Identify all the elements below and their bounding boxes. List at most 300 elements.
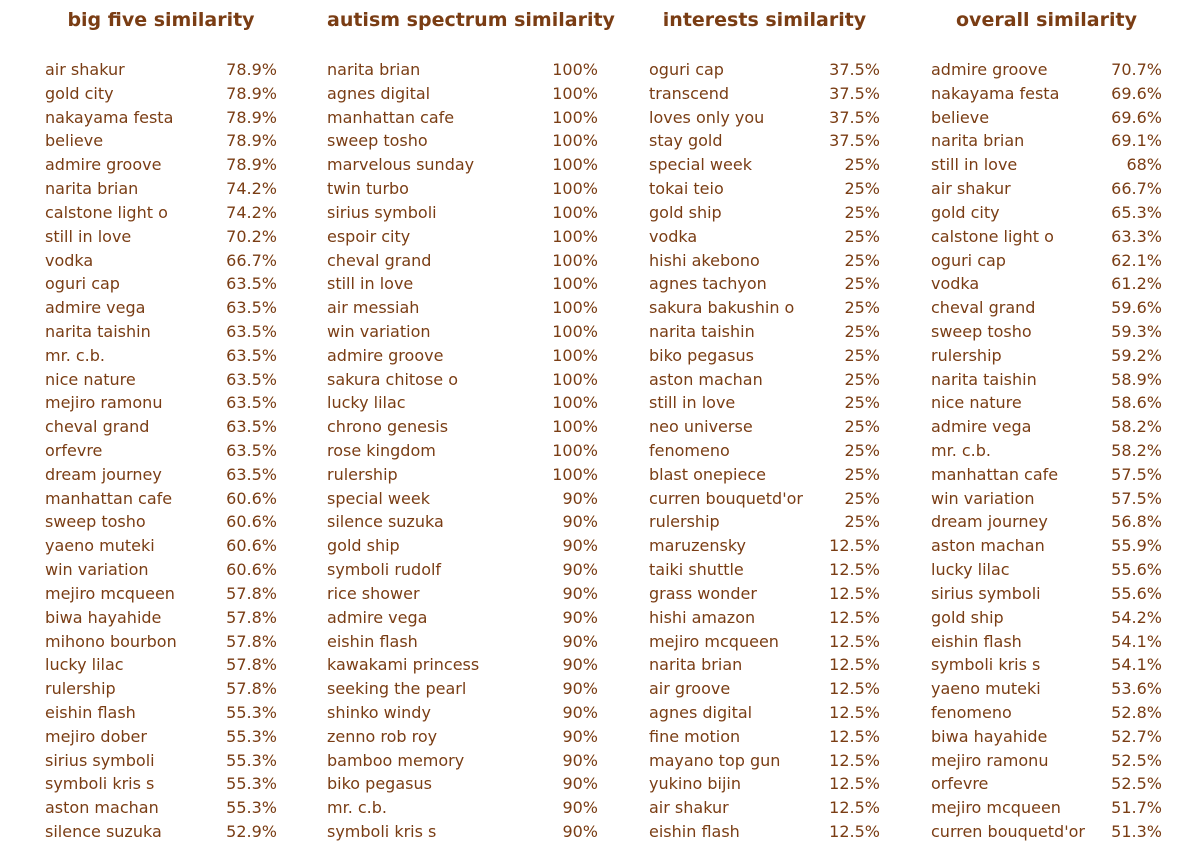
item-percentage: 90% bbox=[562, 631, 598, 651]
list-item bbox=[45, 582, 277, 606]
item-name: narita brian bbox=[931, 131, 1025, 151]
item-name: espoir city bbox=[327, 226, 411, 246]
item-percentage: 58.6% bbox=[1111, 393, 1162, 413]
item-name: symboli rudolf bbox=[327, 560, 442, 580]
list-item bbox=[327, 582, 598, 606]
list-item bbox=[931, 249, 1162, 273]
item-name: calstone light o bbox=[45, 202, 168, 222]
column-title: interests similarity bbox=[662, 9, 867, 31]
item-name: biwa hayahide bbox=[931, 726, 1048, 746]
item-name: nice nature bbox=[931, 393, 1022, 413]
item-percentage: 57.5% bbox=[1111, 488, 1162, 508]
item-name: mejiro ramonu bbox=[931, 750, 1049, 770]
item-percentage: 25% bbox=[844, 298, 880, 318]
list-item bbox=[45, 487, 277, 511]
list-item bbox=[327, 677, 598, 701]
item-percentage: 55.3% bbox=[226, 774, 277, 794]
item-name: still in love bbox=[45, 226, 132, 246]
item-name: mejiro ramonu bbox=[45, 393, 163, 413]
item-percentage: 70.2% bbox=[226, 226, 277, 246]
item-percentage: 100% bbox=[552, 107, 598, 127]
item-name: sirius symboli bbox=[931, 583, 1041, 603]
item-name: air shakur bbox=[45, 60, 125, 79]
item-percentage: 25% bbox=[844, 393, 880, 413]
item-name: sirius symboli bbox=[327, 202, 437, 222]
item-name: yaeno muteki bbox=[931, 679, 1041, 699]
item-percentage: 52.5% bbox=[1111, 774, 1162, 794]
list-item bbox=[931, 272, 1162, 296]
item-name: taiki shuttle bbox=[649, 560, 744, 580]
item-name: admire vega bbox=[931, 417, 1032, 437]
item-percentage: 54.2% bbox=[1111, 607, 1162, 627]
item-name: vodka bbox=[45, 250, 94, 270]
item-name: seeking the pearl bbox=[327, 679, 467, 699]
item-name: kawakami princess bbox=[327, 655, 480, 675]
list-item bbox=[327, 439, 598, 463]
rows-list bbox=[649, 58, 880, 844]
item-percentage: 52.8% bbox=[1111, 702, 1162, 722]
item-name: manhattan cafe bbox=[931, 464, 1059, 484]
list-item bbox=[931, 487, 1162, 511]
list-item bbox=[931, 439, 1162, 463]
list-item bbox=[649, 772, 880, 796]
item-name: admire groove bbox=[45, 155, 162, 175]
item-name: sweep tosho bbox=[931, 321, 1032, 341]
item-name: air messiah bbox=[327, 298, 420, 318]
item-percentage: 100% bbox=[552, 417, 598, 437]
item-percentage: 25% bbox=[844, 250, 880, 270]
item-name: narita taishin bbox=[931, 369, 1037, 389]
list-item bbox=[45, 201, 277, 225]
item-percentage: 25% bbox=[844, 488, 880, 508]
list-item bbox=[649, 796, 880, 820]
item-percentage: 54.1% bbox=[1111, 631, 1162, 651]
list-item bbox=[649, 510, 880, 534]
item-percentage: 58.9% bbox=[1111, 369, 1162, 389]
item-name: biwa hayahide bbox=[45, 607, 162, 627]
item-percentage: 37.5% bbox=[829, 60, 880, 79]
item-percentage: 63.5% bbox=[226, 274, 277, 294]
item-percentage: 63.3% bbox=[1111, 226, 1162, 246]
list-item bbox=[649, 677, 880, 701]
item-percentage: 12.5% bbox=[829, 750, 880, 770]
list-item bbox=[45, 796, 277, 820]
item-percentage: 78.9% bbox=[226, 155, 277, 175]
item-percentage: 78.9% bbox=[226, 131, 277, 151]
item-percentage: 63.5% bbox=[226, 464, 277, 484]
list-item bbox=[931, 82, 1162, 106]
list-item bbox=[649, 630, 880, 654]
list-item bbox=[649, 749, 880, 773]
list-item bbox=[649, 606, 880, 630]
list-item bbox=[45, 368, 277, 392]
list-item bbox=[327, 320, 598, 344]
item-name: win variation bbox=[45, 560, 149, 580]
item-percentage: 55.3% bbox=[226, 798, 277, 818]
item-name: symboli kris s bbox=[45, 774, 155, 794]
item-percentage: 12.5% bbox=[829, 536, 880, 556]
list-item bbox=[649, 558, 880, 582]
item-percentage: 55.3% bbox=[226, 750, 277, 770]
item-name: lucky lilac bbox=[45, 655, 124, 675]
item-percentage: 55.6% bbox=[1111, 560, 1162, 580]
list-item bbox=[649, 320, 880, 344]
list-item bbox=[45, 653, 277, 677]
list-item bbox=[931, 630, 1162, 654]
item-percentage: 12.5% bbox=[829, 607, 880, 627]
item-name: admire vega bbox=[45, 298, 146, 318]
item-name: mejiro dober bbox=[45, 726, 147, 746]
list-item bbox=[45, 129, 277, 153]
item-name: aston machan bbox=[45, 798, 159, 818]
item-name: sakura chitose o bbox=[327, 369, 459, 389]
list-item bbox=[327, 296, 598, 320]
item-percentage: 74.2% bbox=[226, 179, 277, 199]
item-percentage: 90% bbox=[562, 822, 598, 841]
item-name: shinko windy bbox=[327, 702, 431, 722]
list-item bbox=[931, 510, 1162, 534]
item-name: admire groove bbox=[327, 345, 444, 365]
item-name: twin turbo bbox=[327, 179, 409, 199]
item-name: symboli kris s bbox=[327, 822, 437, 841]
list-item bbox=[327, 558, 598, 582]
list-item bbox=[327, 725, 598, 749]
list-item bbox=[649, 177, 880, 201]
list-item bbox=[931, 153, 1162, 177]
item-name: mejiro mcqueen bbox=[649, 631, 779, 651]
list-item bbox=[649, 725, 880, 749]
item-name: narita brian bbox=[45, 179, 139, 199]
item-name: mr. c.b. bbox=[45, 345, 105, 365]
list-item bbox=[327, 534, 598, 558]
list-item bbox=[45, 320, 277, 344]
list-item bbox=[327, 153, 598, 177]
list-item bbox=[45, 153, 277, 177]
item-name: hishi amazon bbox=[649, 607, 756, 627]
list-item bbox=[649, 296, 880, 320]
item-percentage: 53.6% bbox=[1111, 679, 1162, 699]
item-percentage: 25% bbox=[844, 464, 880, 484]
item-percentage: 25% bbox=[844, 155, 880, 175]
list-item bbox=[931, 653, 1162, 677]
list-item bbox=[327, 82, 598, 106]
item-percentage: 63.5% bbox=[226, 441, 277, 460]
item-percentage: 100% bbox=[552, 298, 598, 318]
item-name: narita brian bbox=[327, 60, 421, 79]
item-percentage: 59.2% bbox=[1111, 345, 1162, 365]
item-percentage: 63.5% bbox=[226, 393, 277, 413]
item-name: eishin flash bbox=[649, 822, 740, 841]
item-name: believe bbox=[45, 131, 104, 151]
item-percentage: 57.8% bbox=[226, 583, 277, 603]
item-percentage: 25% bbox=[844, 369, 880, 389]
list-item bbox=[931, 225, 1162, 249]
item-percentage: 78.9% bbox=[226, 107, 277, 127]
list-item bbox=[649, 391, 880, 415]
list-item bbox=[931, 534, 1162, 558]
list-item bbox=[649, 487, 880, 511]
item-name: win variation bbox=[931, 488, 1035, 508]
item-percentage: 62.1% bbox=[1111, 250, 1162, 270]
list-item bbox=[45, 439, 277, 463]
list-item bbox=[931, 796, 1162, 820]
item-percentage: 12.5% bbox=[829, 583, 880, 603]
item-percentage: 78.9% bbox=[226, 60, 277, 79]
item-percentage: 52.5% bbox=[1111, 750, 1162, 770]
rows-list bbox=[45, 58, 277, 844]
item-name: sakura bakushin o bbox=[649, 298, 795, 318]
item-name: mihono bourbon bbox=[45, 631, 177, 651]
item-name: oguri cap bbox=[45, 274, 120, 294]
list-item bbox=[931, 582, 1162, 606]
item-name: zenno rob roy bbox=[327, 726, 438, 746]
item-name: blast onepiece bbox=[649, 464, 766, 484]
item-name: agnes digital bbox=[327, 83, 431, 103]
item-name: grass wonder bbox=[649, 583, 757, 603]
list-item bbox=[45, 558, 277, 582]
item-name: narita taishin bbox=[649, 321, 755, 341]
list-item bbox=[327, 58, 598, 82]
list-item bbox=[931, 106, 1162, 130]
list-item bbox=[931, 558, 1162, 582]
item-percentage: 90% bbox=[562, 655, 598, 675]
item-name: air shakur bbox=[649, 798, 729, 818]
item-name: eishin flash bbox=[327, 631, 418, 651]
list-item bbox=[931, 58, 1162, 82]
list-item bbox=[45, 749, 277, 773]
item-name: curren bouquetd'or bbox=[649, 488, 803, 508]
list-item bbox=[931, 201, 1162, 225]
item-percentage: 100% bbox=[552, 369, 598, 389]
item-name: admire groove bbox=[931, 60, 1048, 79]
item-percentage: 55.9% bbox=[1111, 536, 1162, 556]
item-percentage: 12.5% bbox=[829, 679, 880, 699]
list-item bbox=[45, 391, 277, 415]
item-percentage: 60.6% bbox=[226, 560, 277, 580]
item-percentage: 12.5% bbox=[829, 631, 880, 651]
item-name: yukino bijin bbox=[649, 774, 741, 794]
item-name: lucky lilac bbox=[327, 393, 406, 413]
list-item bbox=[45, 725, 277, 749]
list-item bbox=[327, 225, 598, 249]
list-item bbox=[931, 391, 1162, 415]
list-item bbox=[327, 129, 598, 153]
list-item bbox=[649, 463, 880, 487]
item-percentage: 55.6% bbox=[1111, 583, 1162, 603]
list-item bbox=[931, 701, 1162, 725]
list-item bbox=[649, 153, 880, 177]
list-item bbox=[45, 463, 277, 487]
list-item bbox=[45, 630, 277, 654]
item-name: rulership bbox=[45, 679, 116, 699]
list-item bbox=[649, 272, 880, 296]
item-name: air shakur bbox=[931, 179, 1011, 199]
item-percentage: 59.3% bbox=[1111, 321, 1162, 341]
list-item bbox=[649, 249, 880, 273]
item-percentage: 12.5% bbox=[829, 655, 880, 675]
list-item bbox=[45, 296, 277, 320]
list-item bbox=[931, 415, 1162, 439]
item-percentage: 66.7% bbox=[226, 250, 277, 270]
list-item bbox=[649, 582, 880, 606]
rows-list bbox=[931, 58, 1162, 844]
item-name: admire vega bbox=[327, 607, 428, 627]
item-name: orfevre bbox=[45, 441, 103, 460]
item-percentage: 90% bbox=[562, 750, 598, 770]
item-name: gold ship bbox=[931, 607, 1004, 627]
list-item bbox=[45, 701, 277, 725]
list-item bbox=[45, 58, 277, 82]
item-name: aston machan bbox=[931, 536, 1045, 556]
column-title: autism spectrum similarity bbox=[327, 9, 615, 31]
list-item bbox=[327, 391, 598, 415]
item-name: sweep tosho bbox=[327, 131, 428, 151]
list-item bbox=[649, 368, 880, 392]
item-name: maruzensky bbox=[649, 536, 746, 556]
item-percentage: 25% bbox=[844, 345, 880, 365]
item-percentage: 60.6% bbox=[226, 488, 277, 508]
item-name: rulership bbox=[327, 464, 398, 484]
item-percentage: 90% bbox=[562, 798, 598, 818]
item-name: agnes tachyon bbox=[649, 274, 767, 294]
item-percentage: 63.5% bbox=[226, 417, 277, 437]
item-name: hishi akebono bbox=[649, 250, 760, 270]
item-name: rulership bbox=[649, 512, 720, 532]
list-item bbox=[327, 749, 598, 773]
item-percentage: 25% bbox=[844, 417, 880, 437]
item-name: still in love bbox=[649, 393, 736, 413]
item-percentage: 63.5% bbox=[226, 321, 277, 341]
list-item bbox=[45, 177, 277, 201]
item-name: win variation bbox=[327, 321, 431, 341]
item-name: vodka bbox=[931, 274, 980, 294]
list-item bbox=[327, 487, 598, 511]
list-item bbox=[327, 653, 598, 677]
item-name: yaeno muteki bbox=[45, 536, 155, 556]
list-item bbox=[327, 772, 598, 796]
list-item bbox=[327, 415, 598, 439]
item-name: biko pegasus bbox=[649, 345, 754, 365]
item-name: believe bbox=[931, 107, 990, 127]
list-item bbox=[931, 463, 1162, 487]
item-name: cheval grand bbox=[931, 298, 1036, 318]
item-percentage: 66.7% bbox=[1111, 179, 1162, 199]
item-percentage: 90% bbox=[562, 512, 598, 532]
list-item bbox=[327, 177, 598, 201]
list-item bbox=[931, 677, 1162, 701]
list-item bbox=[327, 106, 598, 130]
item-name: mejiro mcqueen bbox=[45, 583, 175, 603]
item-name: marvelous sunday bbox=[327, 155, 475, 175]
item-percentage: 52.9% bbox=[226, 822, 277, 841]
item-name: air groove bbox=[649, 679, 731, 699]
item-name: silence suzuka bbox=[45, 822, 162, 841]
list-item bbox=[649, 439, 880, 463]
item-name: dream journey bbox=[45, 464, 162, 484]
item-percentage: 90% bbox=[562, 774, 598, 794]
item-name: transcend bbox=[649, 83, 730, 103]
item-percentage: 55.3% bbox=[226, 702, 277, 722]
item-percentage: 68% bbox=[1126, 155, 1162, 175]
item-name: mr. c.b. bbox=[931, 441, 991, 460]
list-item bbox=[649, 701, 880, 725]
item-percentage: 12.5% bbox=[829, 702, 880, 722]
item-name: sirius symboli bbox=[45, 750, 155, 770]
list-item bbox=[327, 344, 598, 368]
item-percentage: 100% bbox=[552, 83, 598, 103]
item-name: oguri cap bbox=[649, 60, 724, 79]
list-item bbox=[45, 772, 277, 796]
column-title: big five similarity bbox=[67, 9, 255, 31]
list-item bbox=[327, 630, 598, 654]
list-item bbox=[649, 225, 880, 249]
item-name: cheval grand bbox=[45, 417, 150, 437]
item-percentage: 100% bbox=[552, 464, 598, 484]
item-percentage: 69.1% bbox=[1111, 131, 1162, 151]
list-item bbox=[931, 606, 1162, 630]
item-name: still in love bbox=[327, 274, 414, 294]
item-percentage: 90% bbox=[562, 702, 598, 722]
item-name: fine motion bbox=[649, 726, 741, 746]
item-percentage: 100% bbox=[552, 250, 598, 270]
list-item bbox=[931, 344, 1162, 368]
item-percentage: 100% bbox=[552, 131, 598, 151]
item-percentage: 57.8% bbox=[226, 631, 277, 651]
item-percentage: 100% bbox=[552, 274, 598, 294]
item-percentage: 100% bbox=[552, 321, 598, 341]
item-name: biko pegasus bbox=[327, 774, 432, 794]
list-item bbox=[649, 534, 880, 558]
item-percentage: 69.6% bbox=[1111, 107, 1162, 127]
item-name: dream journey bbox=[931, 512, 1048, 532]
item-name: nakayama festa bbox=[931, 83, 1060, 103]
item-name: curren bouquetd'or bbox=[931, 822, 1085, 841]
item-percentage: 25% bbox=[844, 179, 880, 199]
item-name: special week bbox=[649, 155, 752, 175]
list-item bbox=[45, 225, 277, 249]
item-name: aston machan bbox=[649, 369, 763, 389]
item-percentage: 90% bbox=[562, 726, 598, 746]
item-percentage: 25% bbox=[844, 226, 880, 246]
list-item bbox=[649, 344, 880, 368]
item-name: gold ship bbox=[327, 536, 400, 556]
item-name: gold ship bbox=[649, 202, 722, 222]
item-name: fenomeno bbox=[649, 441, 730, 460]
list-item bbox=[327, 820, 598, 844]
item-percentage: 90% bbox=[562, 583, 598, 603]
item-percentage: 100% bbox=[552, 441, 598, 460]
item-percentage: 100% bbox=[552, 345, 598, 365]
item-percentage: 52.7% bbox=[1111, 726, 1162, 746]
item-percentage: 78.9% bbox=[226, 83, 277, 103]
item-percentage: 65.3% bbox=[1111, 202, 1162, 222]
list-item bbox=[45, 415, 277, 439]
list-item bbox=[649, 58, 880, 82]
list-item bbox=[45, 106, 277, 130]
item-name: vodka bbox=[649, 226, 698, 246]
item-percentage: 100% bbox=[552, 155, 598, 175]
rows-list bbox=[327, 58, 598, 844]
list-item bbox=[931, 820, 1162, 844]
item-percentage: 63.5% bbox=[226, 369, 277, 389]
item-name: silence suzuka bbox=[327, 512, 444, 532]
item-percentage: 12.5% bbox=[829, 798, 880, 818]
item-percentage: 51.3% bbox=[1111, 822, 1162, 841]
list-item bbox=[45, 820, 277, 844]
list-item bbox=[931, 749, 1162, 773]
item-percentage: 57.8% bbox=[226, 607, 277, 627]
list-item bbox=[45, 534, 277, 558]
